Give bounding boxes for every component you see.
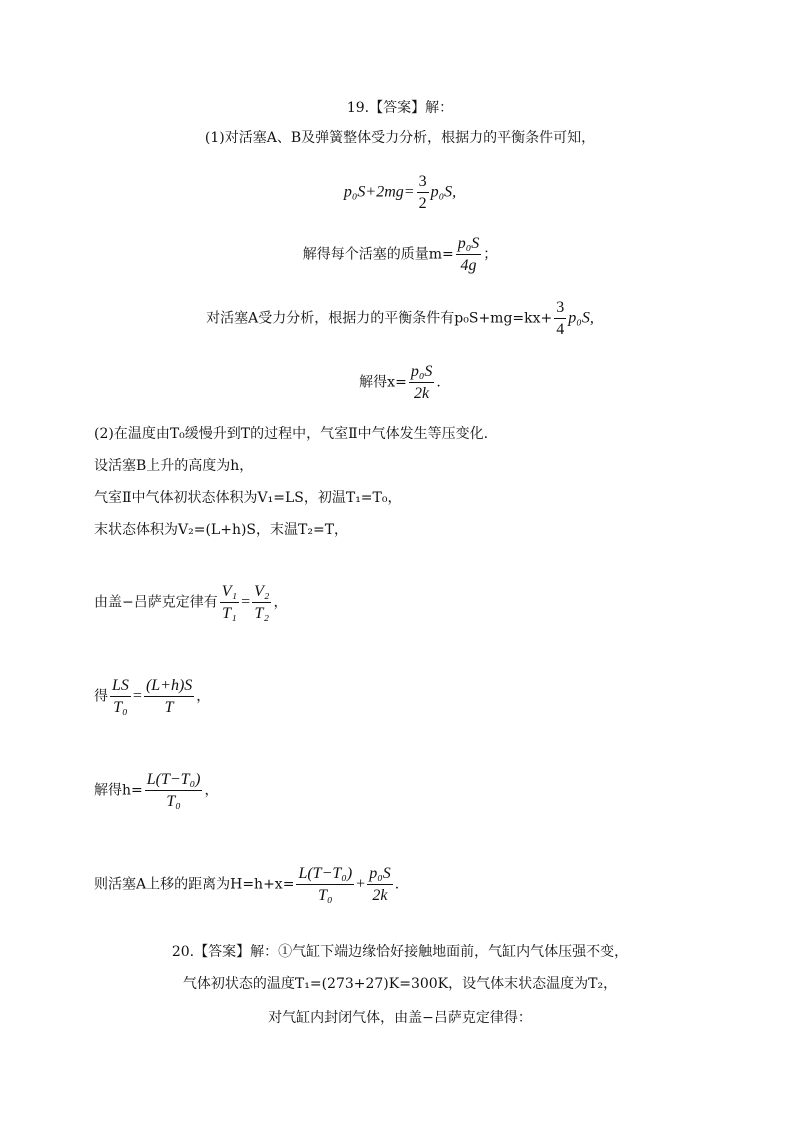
q19-h-result: 解得h= $\frac{\text{L(T−T₀)}}{\text{T₀}}$ ，: [94, 771, 219, 811]
fraction: $\frac{\text{V₂}}{\text{T₂}}$: [254, 583, 270, 623]
q19-initial-state: 气室Ⅱ中气体初状态体积为V₁=LS，初温T₁=T₀，: [94, 490, 402, 506]
fraction: $\frac{(L+h)S}{T}$: [145, 677, 193, 717]
fraction: $\frac{3}{2}$: [418, 173, 427, 213]
q19-piston-a-analysis: 对活塞A受力分析，根据力的平衡条件有p₀S+mg=kx+ $\frac{3}{4}$ p₀S,: [206, 299, 594, 339]
q20-initial-temp: 气体初状态的温度T₁=(273+27)K=300K，设气体末状态温度为T₂，: [182, 976, 618, 992]
fraction: $\frac{\text{V₁}}{\text{T₁}}$: [221, 583, 238, 623]
q19-height-def: 设活塞B上升的高度为h，: [94, 458, 254, 474]
fraction: $\frac{\text{p₀S}}{2k}$: [410, 363, 433, 403]
q19-part1-intro: (1)对活塞A、B及弹簧整体受力分析，根据力的平衡条件可知，: [204, 130, 596, 146]
q19-gay-lussac: 由盖−吕萨克定律有 $\frac{\text{V₁}}{\text{T₁}}$ = $\frac{\text{V₂}}{\text{T₂}}$ ，: [94, 583, 288, 623]
q20-gay-lussac: 对气缸内封闭气体，由盖−吕萨克定律得：: [268, 1010, 532, 1026]
fraction: $\frac{\text{p₀S}}{4g}$: [457, 235, 480, 275]
q19-final-state: 末状态体积为V₂=(L+h)S，末温T₂=T，: [94, 522, 349, 538]
q19-equation-1: p₀S+2mg= $\frac{3}{2}$ p₀S,: [343, 173, 457, 213]
q19-part2-intro: (2)在温度由T₀缓慢升到T的过程中，气室Ⅱ中气体发生等压变化.: [94, 426, 489, 442]
fraction: $\frac{\text{L(T−T₀)}}{\text{T₀}}$: [298, 865, 353, 905]
q20-header-line: 20.【答案】解：①气缸下端边缘恰好接触地面前，气缸内气体压强不变，: [171, 944, 629, 960]
fraction: $\frac{LS}{\text{T₀}}$: [112, 677, 129, 717]
q19-substitution: 得 $\frac{LS}{\text{T₀}}$ = $\frac{(L+h)S}{T}$ ，: [94, 677, 211, 717]
fraction: $\frac{\text{p₀S}}{2k}$: [369, 865, 391, 905]
q19-x-result: 解得x= $\frac{\text{p₀S}}{2k}$ .: [359, 363, 441, 403]
fraction: $\frac{\text{L(T−T₀)}}{\text{T₀}}$: [146, 771, 201, 811]
fraction: $\frac{3}{4}$: [556, 299, 565, 339]
q19-mass-result: 解得每个活塞的质量m= $\frac{\text{p₀S}}{4g}$ ；: [302, 235, 498, 275]
q19-distance-result: 则活塞A上移的距离为H=h+x= $\frac{\text{L(T−T₀)}}{\text{T₀}}$ + $\frac{\text{p₀S}}{2k}$ .: [94, 865, 400, 905]
q19-header: 19.【答案】解：: [346, 100, 454, 116]
